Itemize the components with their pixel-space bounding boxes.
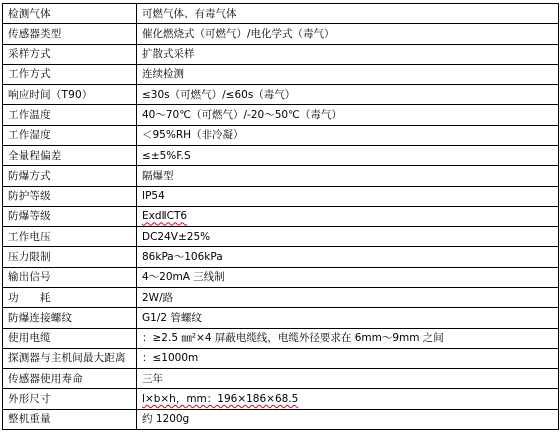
spec-value: 40～70℃（可燃气）/-20～50℃（毒气）: [137, 105, 559, 125]
table-row: [3, 227, 559, 247]
table-row: [3, 64, 559, 84]
spec-label: 工作湿度: [3, 125, 137, 145]
spec-value: ≤30s（可燃气）/≤60s（毒气）: [137, 85, 559, 105]
spec-value: ≤±5%F.S: [137, 145, 559, 165]
spec-label: 检测气体: [3, 4, 137, 24]
table-row: [3, 44, 559, 64]
table-row: [3, 206, 559, 226]
spec-label: 防爆方式: [3, 166, 137, 186]
table-row: [3, 389, 559, 409]
spec-value: ：≥2.5 ㎜²×4 屏蔽电缆线，电缆外径要求在 6mm～9mm 之间: [137, 328, 559, 348]
spec-table: [2, 3, 559, 430]
spec-value: [137, 389, 559, 409]
spec-label: 全量程偏差: [3, 145, 137, 165]
table-row: [3, 287, 559, 307]
spec-label: 防爆连接螺纹: [3, 308, 137, 328]
spec-label: 传感器类型: [3, 24, 137, 44]
spec-label: 响应时间（T90）: [3, 85, 137, 105]
spec-label: 压力限制: [3, 247, 137, 267]
table-row: [3, 267, 559, 287]
table-row: [3, 409, 559, 429]
spec-value: ＜95%RH（非冷凝）: [137, 125, 559, 145]
spec-value: 隔爆型: [137, 166, 559, 186]
spec-value: [137, 206, 559, 226]
spec-value: 86kPa～106kPa: [137, 247, 559, 267]
table-row: [3, 145, 559, 165]
spec-label: 工作温度: [3, 105, 137, 125]
table-row: [3, 369, 559, 389]
spec-value-text: l×b×h，mm：196×186×68.5: [142, 392, 299, 405]
table-row: [3, 308, 559, 328]
spec-value: ：≤1000m: [137, 348, 559, 368]
spec-label: 传感器使用寿命: [3, 369, 137, 389]
spec-value: 可燃气体、有毒气体: [137, 4, 559, 24]
spec-value: IP54: [137, 186, 559, 206]
spec-value-text: ExdⅡCT6: [142, 210, 188, 223]
table-row: [3, 85, 559, 105]
spec-value: 约 1200g: [137, 409, 559, 429]
table-row: [3, 166, 559, 186]
spec-label: 功 耗: [3, 287, 137, 307]
spec-label: 探测器与主机间最大距离: [3, 348, 137, 368]
table-row: [3, 186, 559, 206]
spec-label: 输出信号: [3, 267, 137, 287]
table-row: [3, 24, 559, 44]
spec-label: 工作电压: [3, 227, 137, 247]
spec-value: 催化燃烧式（可燃气）/电化学式（毒气）: [137, 24, 559, 44]
spec-value: 2W/路: [137, 287, 559, 307]
spec-label: 采样方式: [3, 44, 137, 64]
table-row: [3, 348, 559, 368]
spec-label: 外形尺寸: [3, 389, 137, 409]
table-row: [3, 105, 559, 125]
spec-label: 整机重量: [3, 409, 137, 429]
spec-value: 连续检测: [137, 64, 559, 84]
table-row: [3, 247, 559, 267]
spec-value: DC24V±25%: [137, 227, 559, 247]
spec-value: 三年: [137, 369, 559, 389]
spec-label: 使用电缆: [3, 328, 137, 348]
spec-label: 防爆等级: [3, 206, 137, 226]
spec-label: 防护等级: [3, 186, 137, 206]
table-row: [3, 328, 559, 348]
spec-value: 4～20mA 三线制: [137, 267, 559, 287]
spec-label: 工作方式: [3, 64, 137, 84]
spec-value: G1/2 管螺纹: [137, 308, 559, 328]
table-row: [3, 125, 559, 145]
table-row: [3, 4, 559, 24]
spec-value: 扩散式采样: [137, 44, 559, 64]
